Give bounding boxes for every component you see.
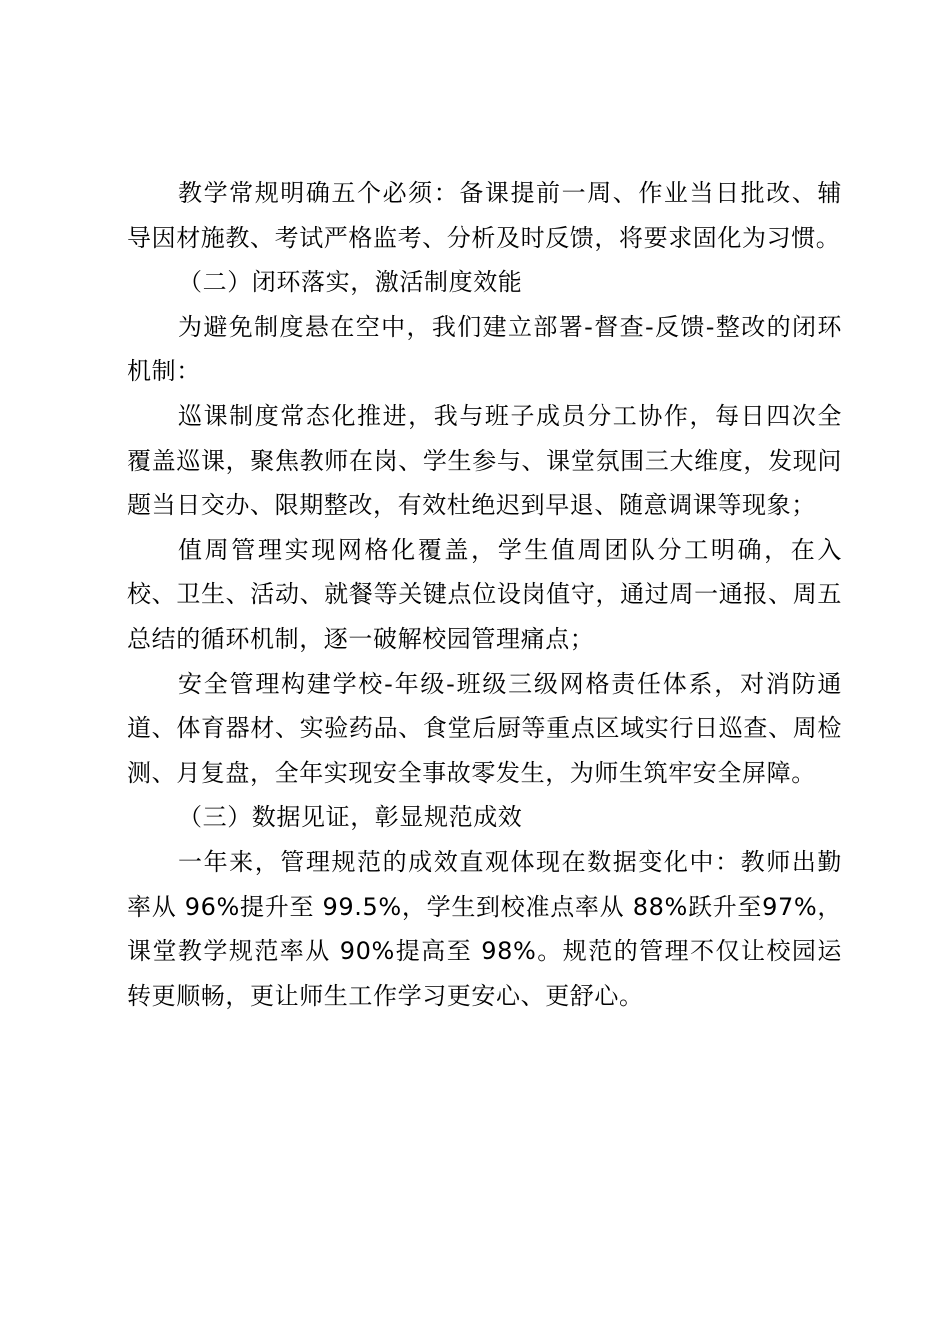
- paragraph-safety-management: 安全管理构建学校-年级-班级三级网格责任体系，对消防通道、体育器材、实验药品、食堂后厨等重点区域实行日巡查、周检测、月复盘，全年实现安全事故零发生，为师生筑牢安全屏障。: [127, 669, 842, 787]
- paragraph-data-results: 一年来，管理规范的成效直观体现在数据变化中：教师出勤率从 96%提升至 99.5%，学生到校准点率从 88%跃升至97%，课堂教学规范率从 90%提高至 98%。规范的管理不仅让校园运转更顺畅，更让师生工作学习更安心、更舒心。: [127, 847, 842, 1010]
- section-heading-3: （三）数据见证，彰显规范成效: [178, 803, 523, 832]
- document-body: [127, 171, 842, 1018]
- paragraph-duty-management: 值周管理实现网格化覆盖，学生值周团队分工明确，在入校、卫生、活动、就餐等关键点位设岗值守，通过周一通报、周五总结的循环机制，逐一破解校园管理痛点；: [127, 535, 842, 653]
- section-heading-2: （二）闭环落实，激活制度效能: [178, 268, 523, 297]
- paragraph-teaching-routine: 教学常规明确五个必须：备课提前一周、作业当日批改、辅导因材施教、考试严格监考、分析及时反馈，将要求固化为习惯。: [127, 179, 842, 252]
- paragraph-closed-loop-intro: 为避免制度悬在空中，我们建立部署-督查-反馈-整改的闭环机制：: [127, 312, 842, 386]
- paragraph-patrol-system: 巡课制度常态化推进，我与班子成员分工协作，每日四次全覆盖巡课，聚焦教师在岗、学生参与、课堂氛围三大维度，发现问题当日交办、限期整改，有效杜绝迟到早退、随意调课等现象；: [127, 401, 842, 520]
